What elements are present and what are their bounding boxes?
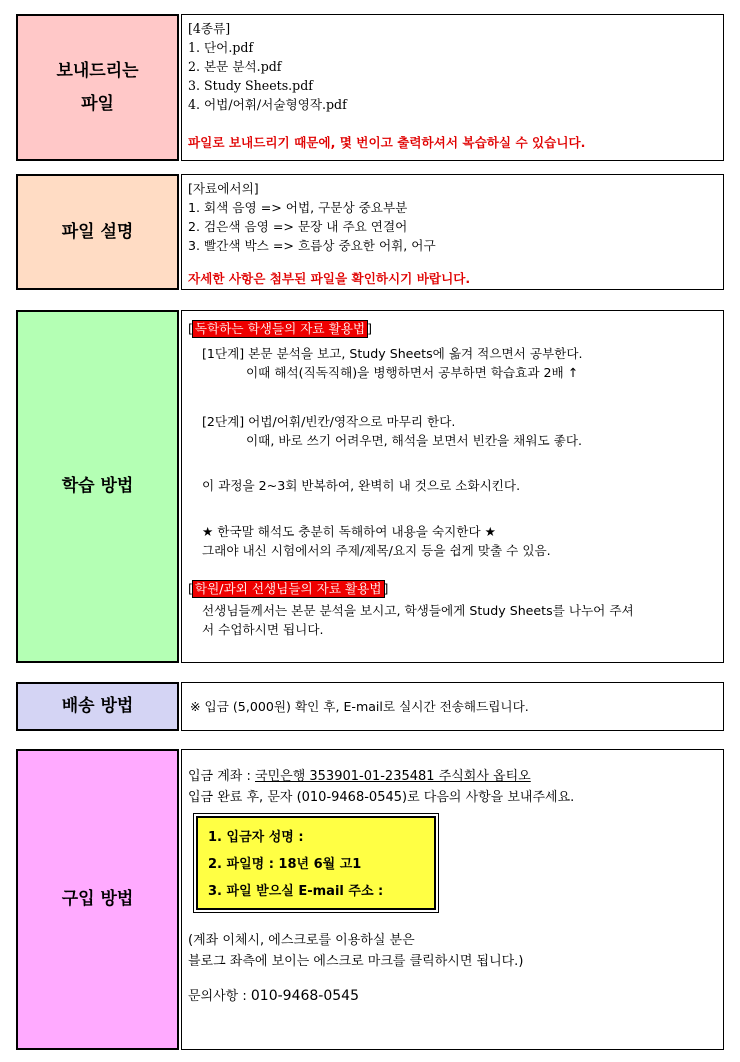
step2-line2: 이때, 바로 쓰기 어려우면, 해석을 보면서 빈칸을 채워도 좋다. — [246, 433, 583, 448]
study-label-text: 학습 방법 — [61, 476, 134, 497]
account-prefix: 입금 계좌 : — [188, 769, 256, 784]
repeat-text: 이 과정을 2~3회 반복하여, 완벽히 내 것으로 소화시킨다. — [202, 478, 521, 493]
files-label-line2: 파일 — [81, 93, 114, 114]
description-heading: [자료에서의] — [188, 181, 259, 196]
contact-prefix: 문의사항 : — [188, 989, 251, 1004]
exam-text: 그래야 내신 시험에서의 주제/제목/요지 등을 쉽게 맞출 수 있음. — [202, 543, 551, 558]
step2-line1: [2단계] 어법/어휘/빈칸/영작으로 마무리 한다. — [202, 414, 456, 429]
teacher-tag: 학원/과외 선생님들의 자료 활용법 — [194, 581, 382, 596]
star-text: ★ 한국말 해석도 충분히 독해하여 내용을 숙지한다 ★ — [202, 524, 496, 539]
files-heading: [4종류] — [188, 21, 231, 36]
file-item: 1. 단어.pdf — [188, 40, 254, 55]
teacher-line1: 선생님들께서는 본문 분석을 보시고, 학생들에게 Study Sheets를 나누어 주셔 — [202, 603, 634, 618]
teacher-line2: 서 수업하시면 됩니다. — [202, 622, 324, 637]
sms-info-box — [196, 816, 436, 910]
delivery-text: ※ 입금 (5,000원) 확인 후, E-mail로 실시간 전송해드립니다. — [190, 699, 529, 714]
box-item: 3. 파일 받으실 E-mail 주소 : — [208, 884, 384, 899]
file-item: 2. 본문 분석.pdf — [188, 59, 282, 74]
study-label — [16, 310, 179, 663]
files-content — [181, 14, 724, 161]
escrow-line2: 블로그 좌측에 보이는 에스크로 마크를 클릭하시면 됩니다.) — [188, 954, 524, 969]
self-study-tag: 독학하는 학생들의 자료 활용법 — [194, 321, 366, 336]
section-purchase — [16, 749, 724, 1050]
delivery-label — [16, 682, 179, 731]
purchase-label — [16, 749, 179, 1050]
purchase-content — [181, 749, 724, 1050]
description-label-text: 파일 설명 — [61, 221, 134, 242]
contact-phone: 010-9468-0545 — [250, 988, 359, 1004]
sms-instruction: 입금 완료 후, 문자 (010-9468-0545)로 다음의 사항을 보내주세요. — [188, 790, 575, 805]
description-content — [181, 174, 724, 290]
description-label — [16, 174, 179, 290]
step1-line2: 이때 해석(직독직해)을 병행하면서 공부하면 학습효과 2배 ↑ — [246, 365, 579, 380]
box-item: 2. 파일명 : 18년 6월 고1 — [208, 857, 362, 872]
description-item: 1. 회색 음영 => 어법, 구문상 중요부분 — [188, 200, 408, 215]
file-item: 3. Study Sheets.pdf — [188, 78, 313, 93]
file-item: 4. 어법/어휘/서술형영작.pdf — [188, 97, 347, 112]
delivery-content — [181, 682, 724, 731]
section-files — [16, 14, 724, 161]
section-study — [16, 310, 724, 663]
files-label-line1: 보내드리는 — [56, 61, 139, 82]
delivery-label-text: 배송 방법 — [61, 696, 134, 717]
purchase-label-text: 구입 방법 — [61, 889, 134, 910]
description-item: 2. 검은색 음영 => 문장 내 주요 연결어 — [188, 219, 408, 234]
section-description — [16, 174, 724, 290]
description-note: 자세한 사항은 첨부된 파일을 확인하시기 바랍니다. — [188, 271, 471, 286]
description-item: 3. 빨간색 박스 => 흐름상 중요한 어휘, 어구 — [188, 238, 436, 253]
step1-line1: [1단계] 본문 분석을 보고, Study Sheets에 옮겨 적으면서 공부한다. — [202, 346, 583, 361]
section-delivery — [16, 682, 724, 731]
box-item: 1. 입금자 성명 : — [208, 830, 304, 845]
account-number: 국민은행 353901-01-235481 주식회사 옵티오 — [255, 769, 531, 784]
files-label — [16, 14, 179, 161]
study-content: [ 독학하는 학생들의 자료 활용법 ] [1단계] 본문 분석을 보고, Study Sheets에 옮겨 적으면서 공부한다. 이때 해석(직독직해)을 병행하면서 공부하면 학습효과 2배 ↑ [2단계] 어법/어휘/빈칸/영작으로 마무리 한다. 이때, 바로 쓰기 어려우면, 해석을 보면서 빈칸을 채워도 좋다. 이 과정을 2~3회 반복하여, 완벽히 내 것으로 소화시킨다. ★ 한국말 해석도 충분히 독해하여 내용을 숙지한다 ★ 그래야 내신 시험에서의 주제/제목/요지 등을 쉽게 맞출 수 있음. [ 학원/과외 선생님들의 자료 활용법 ] 선생님들께서는 본문 분석을 보시고, 학생들에게 Study Sheets를 나누어 주셔 서 수업하시면 됩니다. — [181, 310, 724, 663]
files-note: 파일로 보내드리기 때문에, 몇 번이고 출력하셔서 복습하실 수 있습니다. — [188, 135, 586, 150]
escrow-line1: (계좌 이체시, 에스크로를 이용하실 분은 — [188, 933, 415, 948]
